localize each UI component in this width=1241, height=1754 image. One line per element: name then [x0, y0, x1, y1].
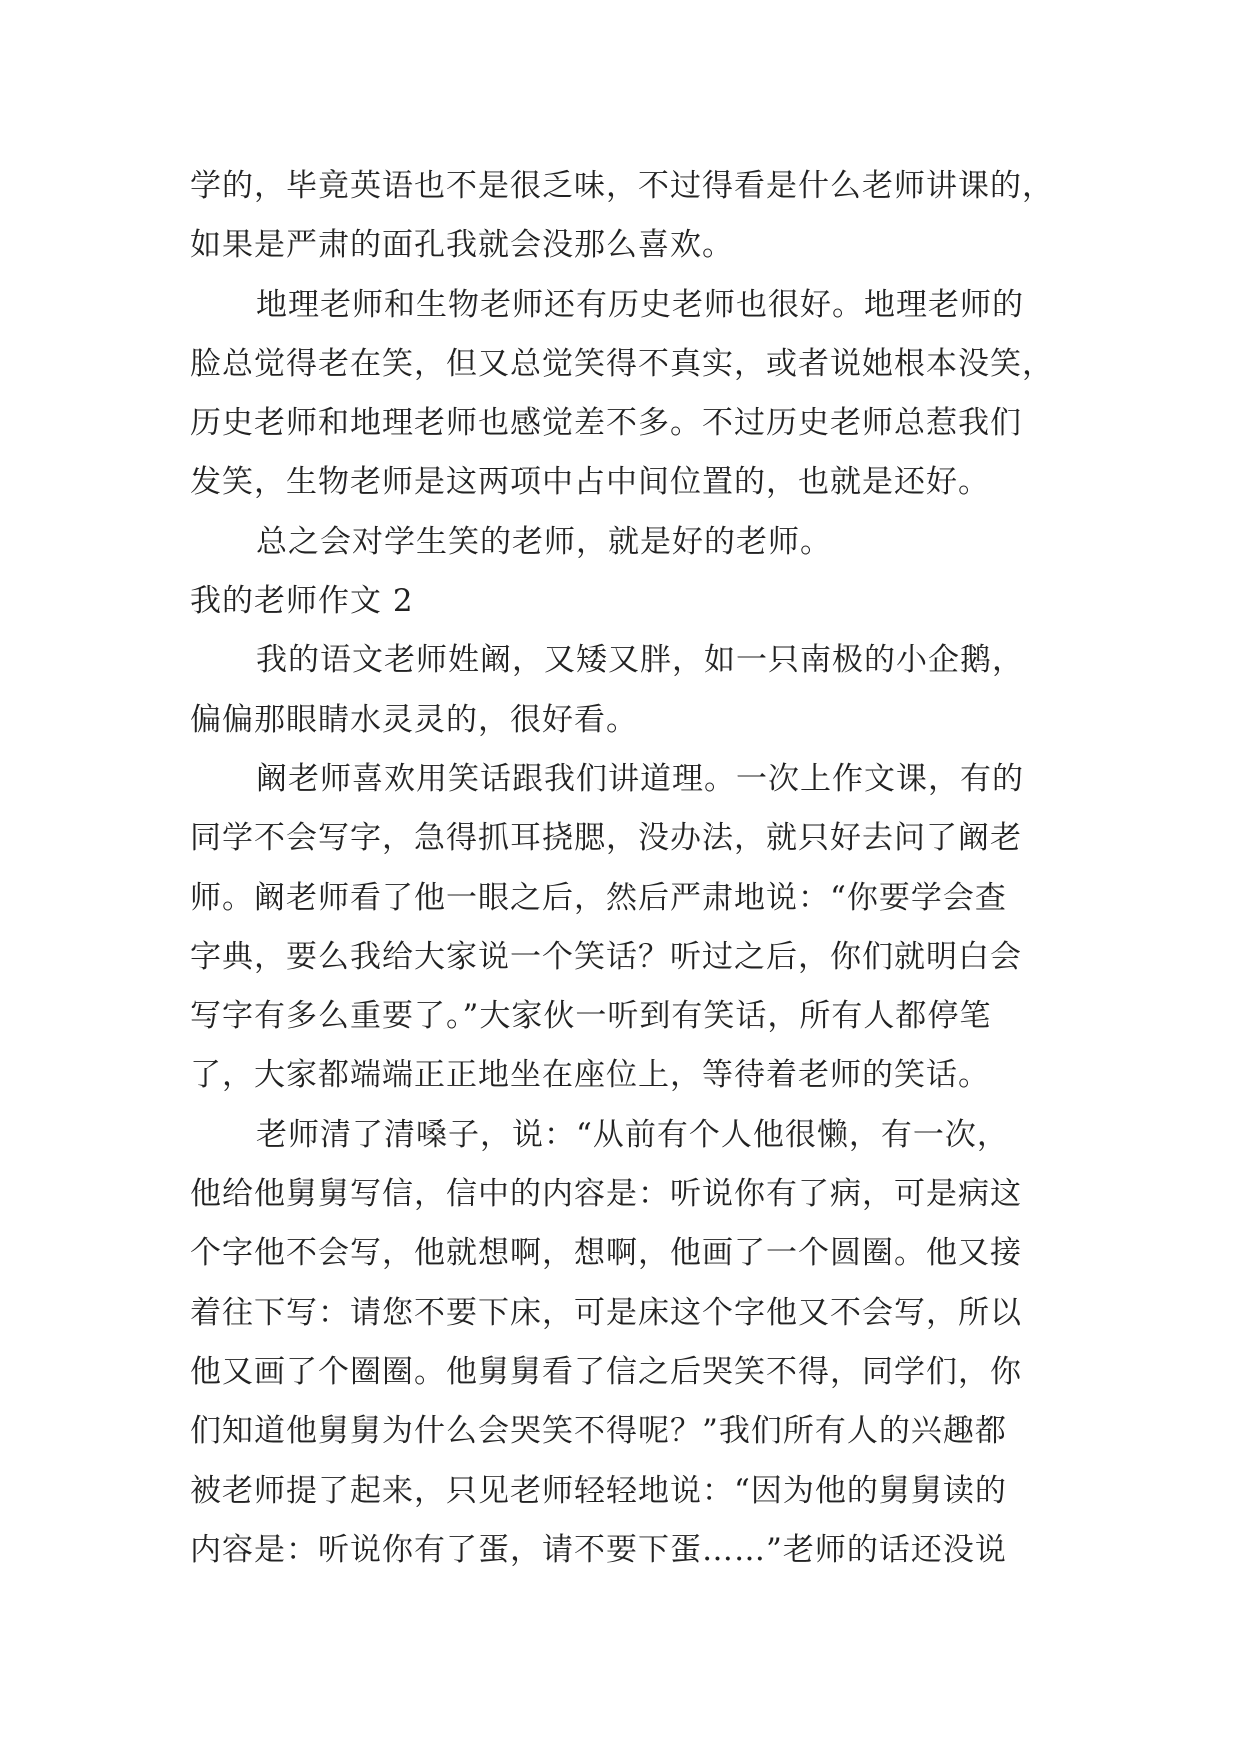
essay-heading: 我的老师作文 2: [190, 583, 414, 620]
text-line: 如果是严肃的面孔我就会没那么喜欢。: [190, 227, 734, 264]
document-body: [190, 157, 1070, 1580]
text-line: 被老师提了起来，只见老师轻轻地说：“因为他的舅舅读的: [190, 1472, 1007, 1509]
paragraph-6: [190, 1106, 1070, 1580]
text-line: 我的语文老师姓阚，又矮又胖，如一只南极的小企鹅，: [256, 642, 1024, 679]
paragraph-4: [190, 631, 1070, 750]
text-line: 老师清了清嗓子，说：“从前有个人他很懒，有一次，: [256, 1116, 1009, 1153]
text-line: 师。阚老师看了他一眼之后，然后严肃地说：“你要学会查: [190, 879, 1007, 916]
text-line: 脸总觉得老在笑，但又总觉笑得不真实，或者说她根本没笑，: [190, 345, 1054, 382]
text-line: 着往下写：请您不要下床，可是床这个字他又不会写，所以: [190, 1294, 1022, 1331]
text-line: 发笑，生物老师是这两项中占中间位置的，也就是还好。: [190, 464, 990, 501]
text-line: 他给他舅舅写信，信中的内容是：听说你有了病，可是病这: [190, 1176, 1022, 1213]
paragraph-2: [190, 276, 1070, 513]
text-line: 写字有多么重要了。”大家伙一听到有笑话，所有人都停笔: [190, 998, 992, 1035]
paragraph-1: [190, 157, 1070, 276]
text-line: 同学不会写字，急得抓耳挠腮，没办法，就只好去问了阚老: [190, 820, 1022, 857]
text-line: 偏偏那眼睛水灵灵的，很好看。: [190, 701, 638, 738]
text-line: 们知道他舅舅为什么会哭笑不得呢？”我们所有人的兴趣都: [190, 1413, 1007, 1450]
text-line: 学的，毕竟英语也不是很乏味，不过得看是什么老师讲课的，: [190, 168, 1054, 204]
text-line: 历史老师和地理老师也感觉差不多。不过历史老师总惹我们: [190, 405, 1022, 442]
text-line: 字典，要么我给大家说一个笑话？听过之后，你们就明白会: [190, 938, 1022, 975]
text-line: 他又画了个圈圈。他舅舅看了信之后哭笑不得，同学们，你: [190, 1353, 1022, 1390]
paragraph-3: [190, 513, 1070, 572]
text-line: 阚老师喜欢用笑话跟我们讲道理。一次上作文课，有的: [256, 760, 1024, 797]
text-line: 了，大家都端端正正地坐在座位上，等待着老师的笑话。: [190, 1057, 990, 1094]
text-line: 总之会对学生笑的老师，就是好的老师。: [256, 523, 832, 560]
text-line: 个字他不会写，他就想啊，想啊，他画了一个圆圈。他又接: [190, 1235, 1022, 1272]
text-line: 内容是：听说你有了蛋，请不要下蛋……”老师的话还没说: [190, 1531, 1007, 1568]
text-line: 地理老师和生物老师还有历史老师也很好。地理老师的: [256, 286, 1024, 323]
paragraph-5: [190, 750, 1070, 1106]
